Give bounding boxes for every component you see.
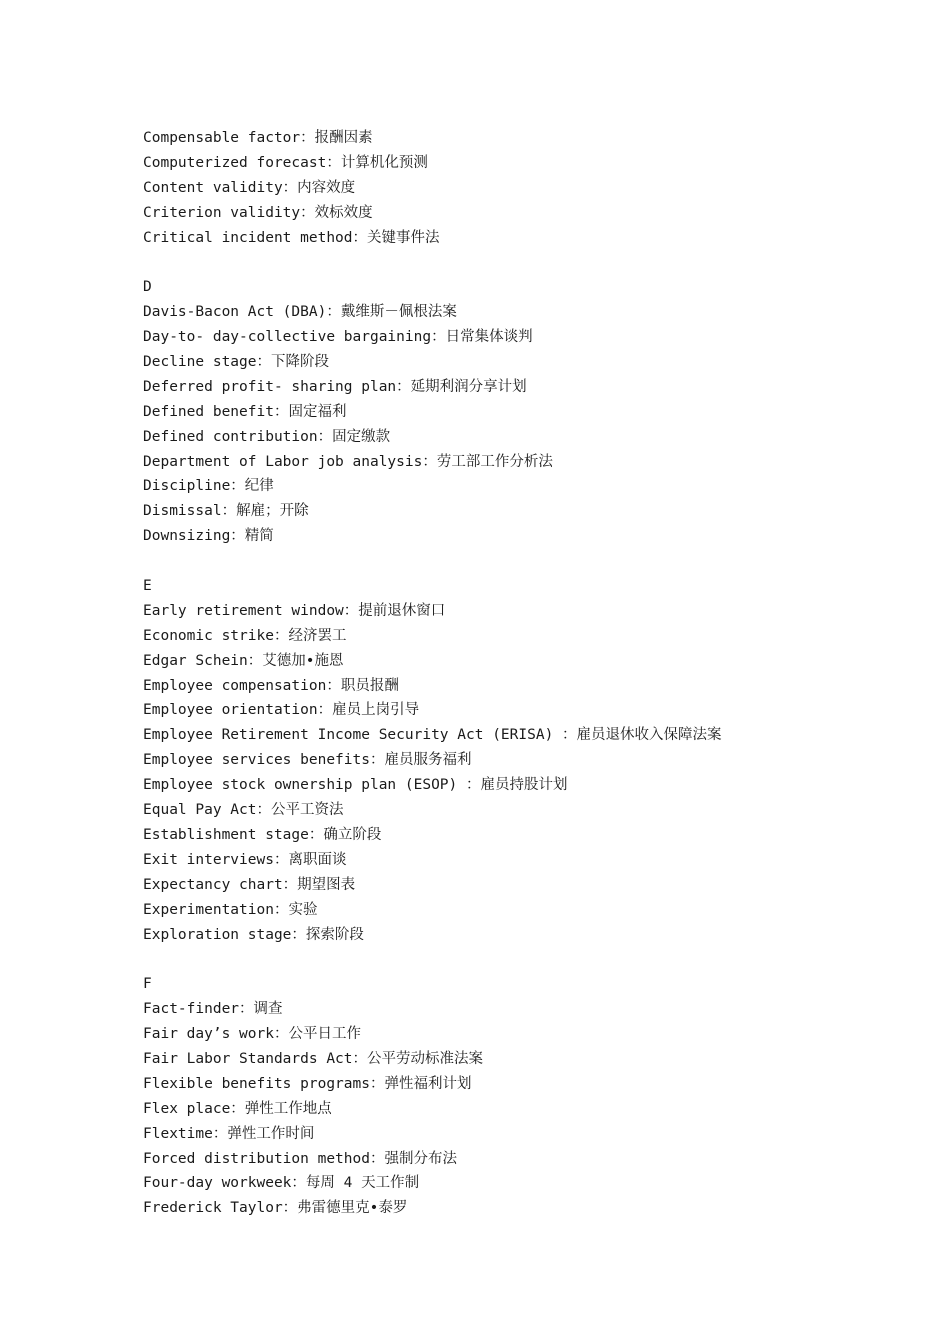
glossary-entry: Fair Labor Standards Act：公平劳动标准法案	[143, 1050, 484, 1067]
glossary-entry: Dismissal：解雇；开除	[143, 503, 309, 520]
glossary-entry: Content validity：内容效度	[143, 179, 356, 196]
section-letter-d: D	[143, 279, 152, 296]
glossary-entry: Employee stock ownership plan (ESOP) ：雇员持股计划	[143, 777, 568, 794]
glossary-entry: Equal Pay Act：公平工资法	[143, 802, 344, 819]
glossary-entry: Edgar Schein：艾德加•施恩	[143, 652, 344, 669]
glossary-entry: Discipline：纪律	[143, 478, 274, 495]
glossary-entry: Defined benefit：固定福利	[143, 403, 347, 420]
section-spacer	[143, 549, 903, 574]
glossary-entry: Employee orientation：雇员上岗引导	[143, 702, 420, 719]
glossary-entry: Deferred profit- sharing plan：延期利润分享计划	[143, 378, 527, 395]
glossary-entry: Employee compensation：职员报酬	[143, 677, 399, 694]
glossary-entry: Flextime：弹性工作时间	[143, 1125, 315, 1142]
section-letter-f: F	[143, 976, 152, 993]
glossary-entry: Criterion validity：效标效度	[143, 204, 373, 221]
glossary-entry: Four-day workweek：每周 4 天工作制	[143, 1175, 420, 1192]
glossary-entry: Exploration stage：探索阶段	[143, 926, 364, 943]
glossary-entry: Fair day’s work：公平日工作	[143, 1026, 361, 1043]
section-letter-e: E	[143, 578, 152, 595]
glossary-entry: Early retirement window：提前退休窗口	[143, 602, 446, 619]
glossary-entry: Defined contribution：固定缴款	[143, 428, 391, 445]
section-spacer	[143, 947, 903, 972]
glossary-entry: Experimentation：实验	[143, 901, 318, 918]
glossary-entry: Fact-finder：调查	[143, 1001, 283, 1018]
glossary-entry: Critical incident method：关键事件法	[143, 229, 440, 246]
glossary-entry: Exit interviews：离职面谈	[143, 851, 347, 868]
glossary-entry: Flex place：弹性工作地点	[143, 1100, 332, 1117]
glossary-entry: Flexible benefits programs：弹性福利计划	[143, 1075, 472, 1092]
glossary-entry: Employee services benefits：雇员服务福利	[143, 752, 472, 769]
glossary-entry: Decline stage：下降阶段	[143, 354, 329, 371]
glossary-entry: Day-to- day-collective bargaining：日常集体谈判	[143, 329, 533, 346]
glossary-entry: Economic strike：经济罢工	[143, 627, 347, 644]
glossary-entry: Forced distribution method：强制分布法	[143, 1150, 457, 1167]
glossary-entry: Expectancy chart：期望图表	[143, 876, 356, 893]
glossary-entry: Department of Labor job analysis：劳工部工作分析法	[143, 453, 553, 470]
section-spacer	[143, 250, 903, 275]
glossary-entry: Downsizing：精简	[143, 528, 274, 545]
glossary-entry: Employee Retirement Income Security Act (ERISA) ：雇员退休收入保障法案	[143, 727, 722, 744]
glossary-list	[143, 126, 903, 1221]
glossary-entry: Davis-Bacon Act (DBA)：戴维斯－佩根法案	[143, 304, 457, 321]
glossary-entry: Frederick Taylor：弗雷德里克•泰罗	[143, 1200, 408, 1217]
glossary-entry: Computerized forecast：计算机化预测	[143, 154, 428, 171]
glossary-entry: Compensable factor：报酬因素	[143, 130, 373, 146]
glossary-entry: Establishment stage：确立阶段	[143, 826, 382, 843]
